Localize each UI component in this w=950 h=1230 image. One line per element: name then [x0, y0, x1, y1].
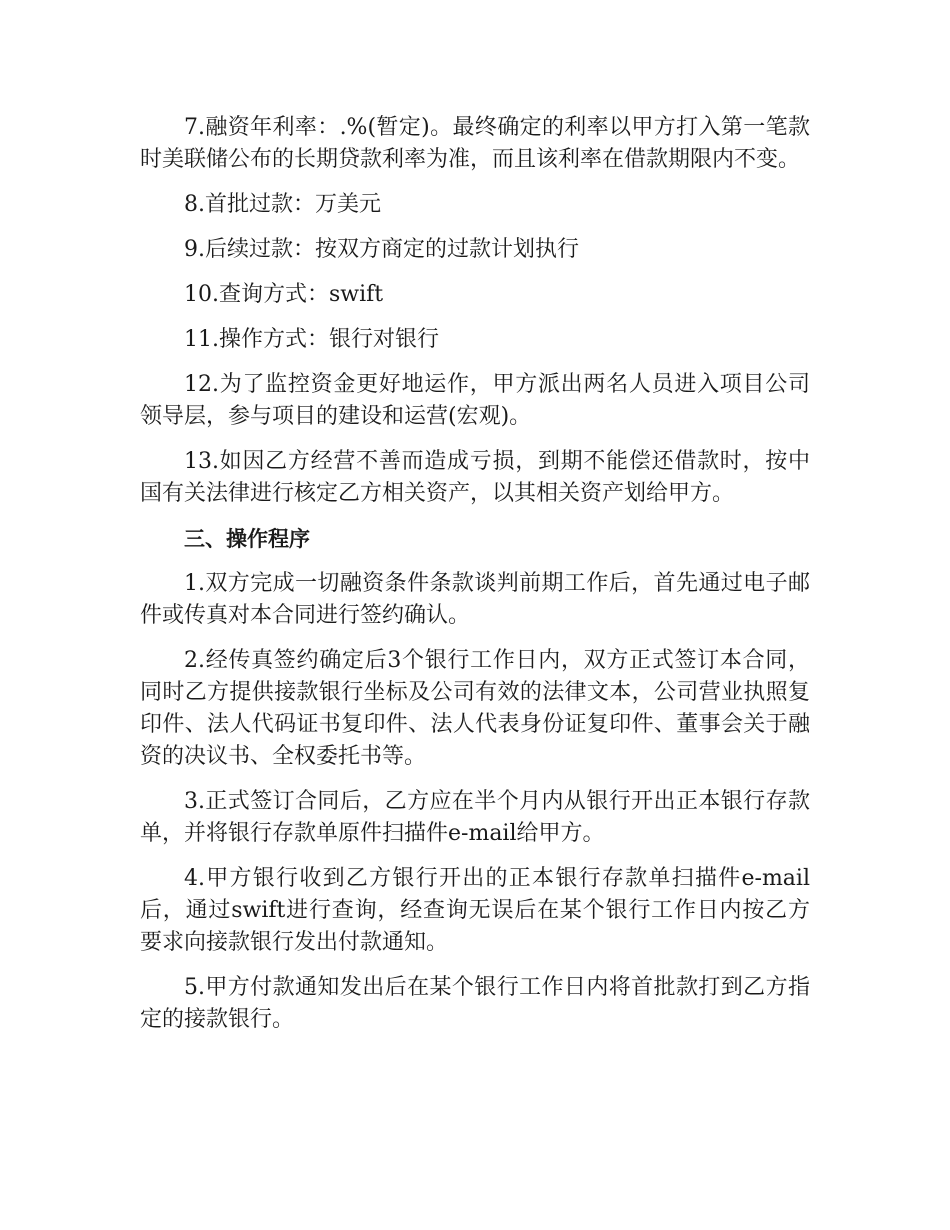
document-body: [140, 112, 810, 1049]
procedure-step-2: 2.经传真签约确定后3个银行工作日内，双方正式签订本合同，同时乙方提供接款银行坐标及公司有效的法律文本，公司营业执照复印件、法人代码证书复印件、法人代表身份证复印件、董事会关于融资的决议书、全权委托书等。: [140, 648, 810, 769]
section-heading-operating-procedure: 三、操作程序: [184, 527, 310, 551]
clause-7-interest-rate: 7.融资年利率：.%(暂定)。最终确定的利率以甲方打入第一笔款时美联储公布的长期贷款利率为准，而且该利率在借款期限内不变。: [140, 115, 810, 172]
clause-13-loss-handling: 13.如因乙方经营不善而造成亏损，到期不能偿还借款时，按中国有关法律进行核定乙方相关资产，以其相关资产划给甲方。: [140, 449, 810, 506]
procedure-step-4: 4.甲方银行收到乙方银行开出的正本银行存款单扫描件e-mail后，通过swift进行查询，经查询无误后在某个银行工作日内按乙方要求向接款银行发出付款通知。: [140, 866, 810, 955]
clause-11-operation-method: 11.操作方式：银行对银行: [184, 327, 439, 352]
procedure-step-5: 5.甲方付款通知发出后在某个银行工作日内将首批款打到乙方指定的接款银行。: [140, 975, 810, 1032]
procedure-step-1: 1.双方完成一切融资条件条款谈判前期工作后，首先通过电子邮件或传真对本合同进行签约确认。: [140, 571, 810, 628]
clause-8-first-payment: 8.首批过款：万美元: [184, 192, 381, 217]
procedure-step-3: 3.正式签订合同后，乙方应在半个月内从银行开出正本银行存款单，并将银行存款单原件扫描件e-mail给甲方。: [140, 789, 810, 846]
clause-9-subsequent-payment: 9.后续过款：按双方商定的过款计划执行: [184, 237, 579, 262]
clause-12-fund-monitoring: 12.为了监控资金更好地运作，甲方派出两名人员进入项目公司领导层，参与项目的建设和运营(宏观)。: [140, 372, 810, 429]
clause-10-inquiry-method: 10.查询方式：swift: [184, 282, 384, 307]
